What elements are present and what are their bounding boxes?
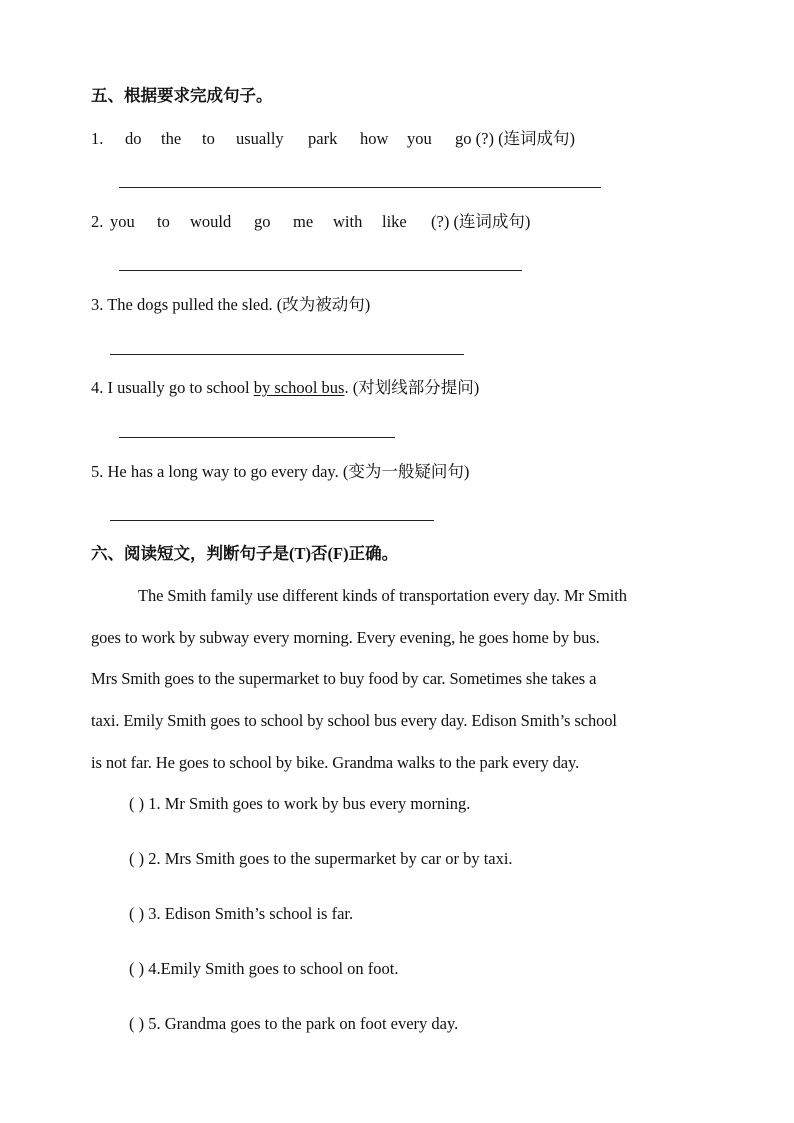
answer-blank[interactable]: ( ) [129,1014,145,1033]
underlined-phrase: by school bus [253,378,345,397]
answer-line-4[interactable] [119,437,395,438]
section-6-heading: 六、阅读短文，判断句子是(T)否(F)正确。 [91,544,399,563]
section-5-heading: 五、根据要求完成句子。 [91,86,273,105]
word: with [333,212,363,231]
statement-text: 4.Emily Smith goes to school on foot. [148,959,399,978]
answer-blank[interactable]: ( ) [129,794,145,813]
answer-blank[interactable]: ( ) [129,904,145,923]
word: would [190,212,232,231]
word: how [360,129,389,148]
word: like [382,212,407,231]
passage-line: taxi. Emily Smith goes to school by school bus every day. Edison Smith’s school [91,711,617,730]
answer-blank[interactable]: ( ) [129,849,145,868]
word: to [157,212,170,231]
question-1-instruction: go (?) (连词成句) [455,129,576,148]
question-1 [91,129,575,149]
question-4 [91,378,479,398]
word: go [254,212,271,231]
statement-text: 2. Mrs Smith goes to the supermarket by car or by taxi. [148,849,513,868]
question-2 [91,212,530,232]
statement-row [129,959,399,979]
passage-line: is not far. He goes to school by bike. Grandma walks to the park every day. [91,753,580,772]
word: me [293,212,314,231]
passage-line: Mrs Smith goes to the supermarket to buy food by car. Sometimes she takes a [91,669,597,688]
word: you [110,212,135,231]
question-2-number: 2. [91,212,104,231]
question-3: 3. The dogs pulled the sled. (改为被动句) [91,295,371,314]
answer-line-3[interactable] [110,354,464,355]
word: to [202,129,215,148]
question-5: 5. He has a long way to go every day. (变为一般疑问句) [91,462,470,481]
word: you [407,129,432,148]
answer-line-1[interactable] [119,187,601,188]
statement-row [129,904,353,924]
answer-line-2[interactable] [119,270,522,271]
passage-line: goes to work by subway every morning. Every evening, he goes home by bus. [91,628,600,647]
answer-line-5[interactable] [110,520,434,521]
statement-text: 3. Edison Smith’s school is far. [148,904,354,923]
word: usually [236,129,284,148]
word: the [161,129,182,148]
statement-row [129,794,470,814]
word: park [308,129,338,148]
question-4-instruction: . (对划线部分提问) [344,378,480,397]
statement-row [129,849,513,869]
statement-text: 5. Grandma goes to the park on foot every day. [148,1014,459,1033]
answer-blank[interactable]: ( ) [129,959,145,978]
question-2-instruction: (?) (连词成句) [431,212,531,231]
passage-line: The Smith family use different kinds of transportation every day. Mr Smith [138,586,627,605]
question-1-number: 1. [91,129,104,148]
statement-row [129,1014,458,1034]
question-4-text: 4. I usually go to school [91,378,254,397]
word: do [125,129,142,148]
statement-text: 1. Mr Smith goes to work by bus every morning. [148,794,471,813]
